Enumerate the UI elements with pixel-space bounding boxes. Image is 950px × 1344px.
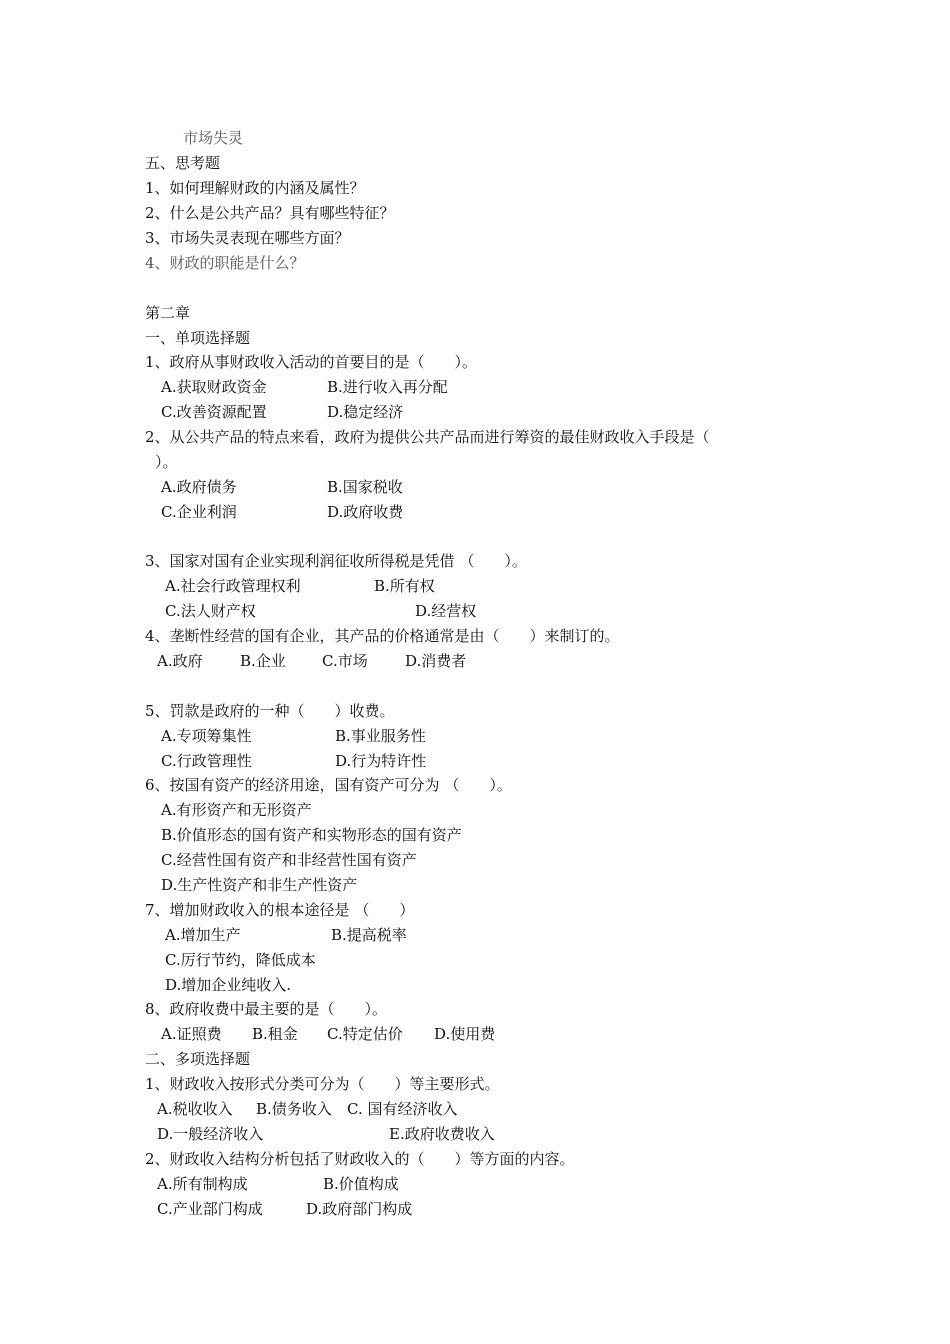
multi-question-1-option-a: A.税收收入 [157,1100,233,1118]
thinking-question-2: 2、什么是公共产品？具有哪些特征？ [145,204,395,222]
multi-question-1-option-d: D.一般经济收入 [157,1125,264,1143]
chapter-title: 第二章 [145,304,191,322]
single-question-3-option-c: C.法人财产权 [165,602,256,620]
multi-question-2-option-d: D.政府部门构成 [306,1200,413,1218]
single-question-8-option-a: A.证照费 [161,1025,222,1043]
single-question-4-option-c: C.市场 [322,652,368,670]
single-question-7-stem: 7、增加财政收入的根本途径是 （ ） [145,901,415,919]
single-question-4-option-d: D.消费者 [405,652,467,670]
single-question-5-option-a: A.专项筹集性 [161,727,252,745]
single-question-2-stem: 2、从公共产品的特点来看，政府为提供公共产品而进行筹资的最佳财政收入手段是（ [145,428,710,446]
single-question-4-option-a: A.政府 [157,652,203,670]
single-question-8-option-d: D.使用费 [434,1025,496,1043]
single-question-6-option-a: A.有形资产和无形资产 [161,801,312,819]
single-question-5-option-d: D.行为特许性 [335,752,427,770]
multi-question-1-stem: 1、财政收入按形式分类可分为（ ）等主要形式。 [145,1075,500,1093]
single-question-6-option-c: C.经营性国有资产和非经营性国有资产 [161,851,417,869]
multi-question-1-option-b: B.债务收入 [256,1100,332,1118]
single-question-3-stem: 3、国家对国有企业实现利润征收所得税是凭借 （ ）。 [145,552,527,570]
single-question-7-option-a: A.增加生产 [165,926,241,944]
single-question-1-option-c: C.改善资源配置 [161,403,267,421]
single-question-7-option-d: D.增加企业纯收入. [165,976,292,994]
section-heading-thinking: 五、思考题 [145,154,221,172]
multi-question-2-option-a: A.所有制构成 [157,1175,248,1193]
term-market-failure: 市场失灵 [183,129,244,147]
single-question-8-stem: 8、政府收费中最主要的是（ ）。 [145,1000,388,1018]
thinking-question-1: 1、如何理解财政的内涵及属性？ [145,179,365,197]
single-question-8-option-b: B.租金 [252,1025,298,1043]
single-question-6-stem: 6、按国有资产的经济用途，国有资产可分为 （ ）。 [145,776,512,794]
multi-question-2-option-b: B.价值构成 [323,1175,399,1193]
single-question-1-option-b: B.进行收入再分配 [327,378,448,396]
single-question-8-option-c: C.特定估价 [327,1025,403,1043]
single-question-5-option-b: B.事业服务性 [335,727,426,745]
single-question-6-option-d: D.生产性资产和非生产性资产 [161,876,358,894]
multi-question-2-stem: 2、财政收入结构分析包括了财政收入的（ ）等方面的内容。 [145,1150,575,1168]
single-question-6-option-b: B.价值形态的国有资产和实物形态的国有资产 [161,826,462,844]
thinking-question-4: 4、财政的职能是什么？ [145,254,305,272]
single-question-2-option-b: B.国家税收 [327,478,403,496]
single-question-1-option-a: A.获取财政资金 [161,378,267,396]
single-question-2-option-c: C.企业利润 [161,503,237,521]
single-question-1-option-d: D.稳定经济 [327,403,404,421]
single-question-3-option-a: A.社会行政管理权利 [165,577,301,595]
section-heading-single-choice: 一、单项选择题 [145,329,251,347]
single-question-4-option-b: B.企业 [240,652,286,670]
single-question-5-stem: 5、罚款是政府的一种（ ）收费。 [145,702,395,720]
section-heading-multiple-choice: 二、多项选择题 [145,1050,251,1068]
single-question-2-option-d: D.政府收费 [327,503,404,521]
single-question-5-option-c: C.行政管理性 [161,752,252,770]
single-question-7-option-c: C.厉行节约，降低成本 [165,951,316,969]
single-question-2-stem-cont: ）。 [155,453,178,471]
single-question-4-stem: 4、垄断性经营的国有企业，其产品的价格通常是由（ ）来制订的。 [145,627,620,645]
single-question-3-option-d: D.经营权 [415,602,477,620]
single-question-1-stem: 1、政府从事财政收入活动的首要目的是（ ）。 [145,353,478,371]
single-question-7-option-b: B.提高税率 [331,926,407,944]
multi-question-1-option-e: E.政府收费收入 [389,1125,495,1143]
single-question-2-option-a: A.政府债务 [161,478,237,496]
multi-question-1-option-c: C. 国有经济收入 [347,1100,458,1118]
multi-question-2-option-c: C.产业部门构成 [157,1200,263,1218]
single-question-3-option-b: B.所有权 [374,577,435,595]
thinking-question-3: 3、市场失灵表现在哪些方面？ [145,229,350,247]
